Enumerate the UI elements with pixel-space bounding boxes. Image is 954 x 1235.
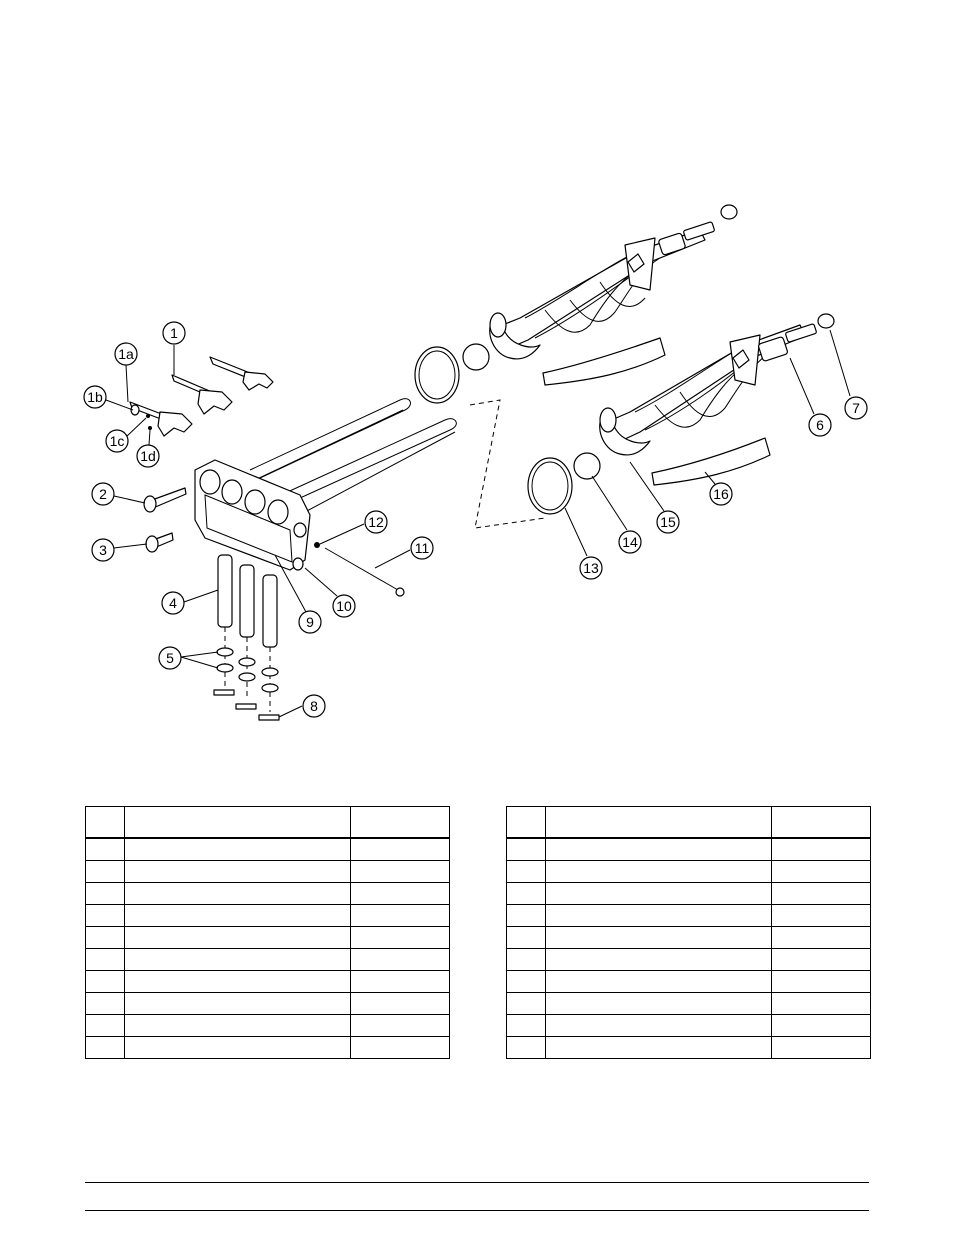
callout-3 (92, 539, 114, 561)
table-row (507, 927, 871, 949)
table-row (86, 1015, 450, 1037)
table-header-row (507, 807, 871, 839)
table-cell (771, 905, 870, 927)
table-row (86, 861, 450, 883)
callout-10 (333, 595, 355, 617)
lower-beater-assembly (528, 314, 834, 514)
table-cell (545, 1015, 771, 1037)
table-cell (124, 861, 350, 883)
table-cell (545, 927, 771, 949)
svg-text:9: 9 (306, 614, 314, 630)
front-housing (195, 460, 320, 570)
svg-text:14: 14 (622, 534, 638, 550)
header-cell (507, 807, 546, 839)
table-cell (507, 1015, 546, 1037)
table-row (507, 905, 871, 927)
table-cell (771, 993, 870, 1015)
callout-2 (92, 483, 114, 505)
table-cell (86, 927, 125, 949)
footer-rule-top (85, 1182, 869, 1183)
table-cell (86, 905, 125, 927)
table-cell (350, 883, 449, 905)
header-cell (124, 807, 350, 839)
callout-5 (159, 647, 181, 669)
callout-8 (303, 695, 325, 717)
table-cell (350, 838, 449, 861)
callout-7 (845, 397, 867, 419)
svg-text:1c: 1c (109, 433, 125, 449)
svg-text:3: 3 (99, 542, 107, 558)
table-row (507, 1015, 871, 1037)
svg-text:6: 6 (816, 417, 824, 433)
table-cell (350, 861, 449, 883)
table-cell (507, 838, 546, 861)
table-cell (124, 1037, 350, 1059)
table-cell (507, 971, 546, 993)
table-cell (771, 1015, 870, 1037)
svg-text:7: 7 (852, 400, 860, 416)
table-row (507, 883, 871, 905)
svg-text:1a: 1a (118, 346, 134, 362)
svg-text:11: 11 (414, 540, 430, 556)
table-cell (771, 927, 870, 949)
table-cell (771, 949, 870, 971)
callout-6 (809, 414, 831, 436)
table-cell (507, 993, 546, 1015)
table-row (86, 883, 450, 905)
svg-text:8: 8 (310, 698, 318, 714)
callout-11 (411, 537, 433, 559)
table-cell (350, 1015, 449, 1037)
table-cell (771, 861, 870, 883)
table-cell (507, 1037, 546, 1059)
table-cell (350, 905, 449, 927)
rod (325, 548, 404, 596)
table-row (507, 838, 871, 861)
table-cell (545, 949, 771, 971)
table-cell (350, 971, 449, 993)
table-cell (350, 949, 449, 971)
parts-table-right (506, 806, 871, 1059)
callout-16 (710, 483, 732, 505)
table-cell (507, 949, 546, 971)
table-cell (86, 1037, 125, 1059)
table-cell (507, 861, 546, 883)
table-cell (124, 971, 350, 993)
svg-text:2: 2 (99, 486, 107, 502)
upper-beater-assembly (415, 205, 737, 403)
callout-13 (580, 557, 602, 579)
draw-valves (214, 555, 279, 720)
parts-table-left (85, 806, 450, 1059)
callout-14 (619, 531, 641, 553)
svg-text:1: 1 (170, 325, 178, 341)
table-row (86, 949, 450, 971)
callout-4 (162, 592, 184, 614)
svg-text:1b: 1b (87, 389, 103, 405)
table-row (507, 861, 871, 883)
callout-1c (106, 430, 128, 452)
table-cell (507, 927, 546, 949)
table-cell (86, 949, 125, 971)
svg-text:15: 15 (660, 514, 676, 530)
table-cell (124, 949, 350, 971)
footer-rule-bottom (85, 1210, 869, 1211)
callout-12 (365, 511, 387, 533)
table-cell (545, 905, 771, 927)
table-cell (86, 861, 125, 883)
svg-text:13: 13 (583, 560, 599, 576)
table-cell (86, 971, 125, 993)
table-cell (124, 993, 350, 1015)
svg-text:16: 16 (713, 486, 729, 502)
callout-1 (163, 322, 185, 344)
table-row (86, 905, 450, 927)
table-row (86, 927, 450, 949)
table-cell (545, 838, 771, 861)
valve-handles (130, 357, 273, 436)
table-cell (124, 883, 350, 905)
svg-text:5: 5 (166, 650, 174, 666)
table-cell (545, 993, 771, 1015)
table-cell (771, 883, 870, 905)
table-cell (86, 838, 125, 861)
table-cell (124, 838, 350, 861)
table-cell (350, 1037, 449, 1059)
table-row (507, 1037, 871, 1059)
table-row (86, 838, 450, 861)
table-cell (771, 971, 870, 993)
table-cell (350, 993, 449, 1015)
table-cell (507, 883, 546, 905)
table-row (507, 949, 871, 971)
header-cell (771, 807, 870, 839)
callout-1a (115, 343, 137, 365)
table-header-row (86, 807, 450, 839)
table-row (86, 993, 450, 1015)
table-cell (86, 1015, 125, 1037)
bolts (144, 488, 186, 552)
callout-15 (657, 511, 679, 533)
header-cell (86, 807, 125, 839)
table-cell (545, 1037, 771, 1059)
header-cell (350, 807, 449, 839)
table-cell (771, 838, 870, 861)
table-cell (350, 927, 449, 949)
table-cell (124, 927, 350, 949)
table-cell (507, 905, 546, 927)
callout-1d (137, 445, 159, 467)
header-cell (545, 807, 771, 839)
svg-text:10: 10 (336, 598, 352, 614)
table-cell (124, 905, 350, 927)
table-cell (545, 971, 771, 993)
callout-9 (299, 611, 321, 633)
table-row (507, 971, 871, 993)
table-row (86, 1037, 450, 1059)
svg-text:4: 4 (169, 595, 177, 611)
table-cell (86, 993, 125, 1015)
table-cell (545, 861, 771, 883)
table-cell (771, 1037, 870, 1059)
table-cell (124, 1015, 350, 1037)
svg-text:1d: 1d (140, 448, 156, 464)
table-cell (545, 883, 771, 905)
table-row (86, 971, 450, 993)
table-cell (86, 883, 125, 905)
callout-1b (84, 386, 106, 408)
svg-text:12: 12 (368, 514, 384, 530)
table-row (507, 993, 871, 1015)
